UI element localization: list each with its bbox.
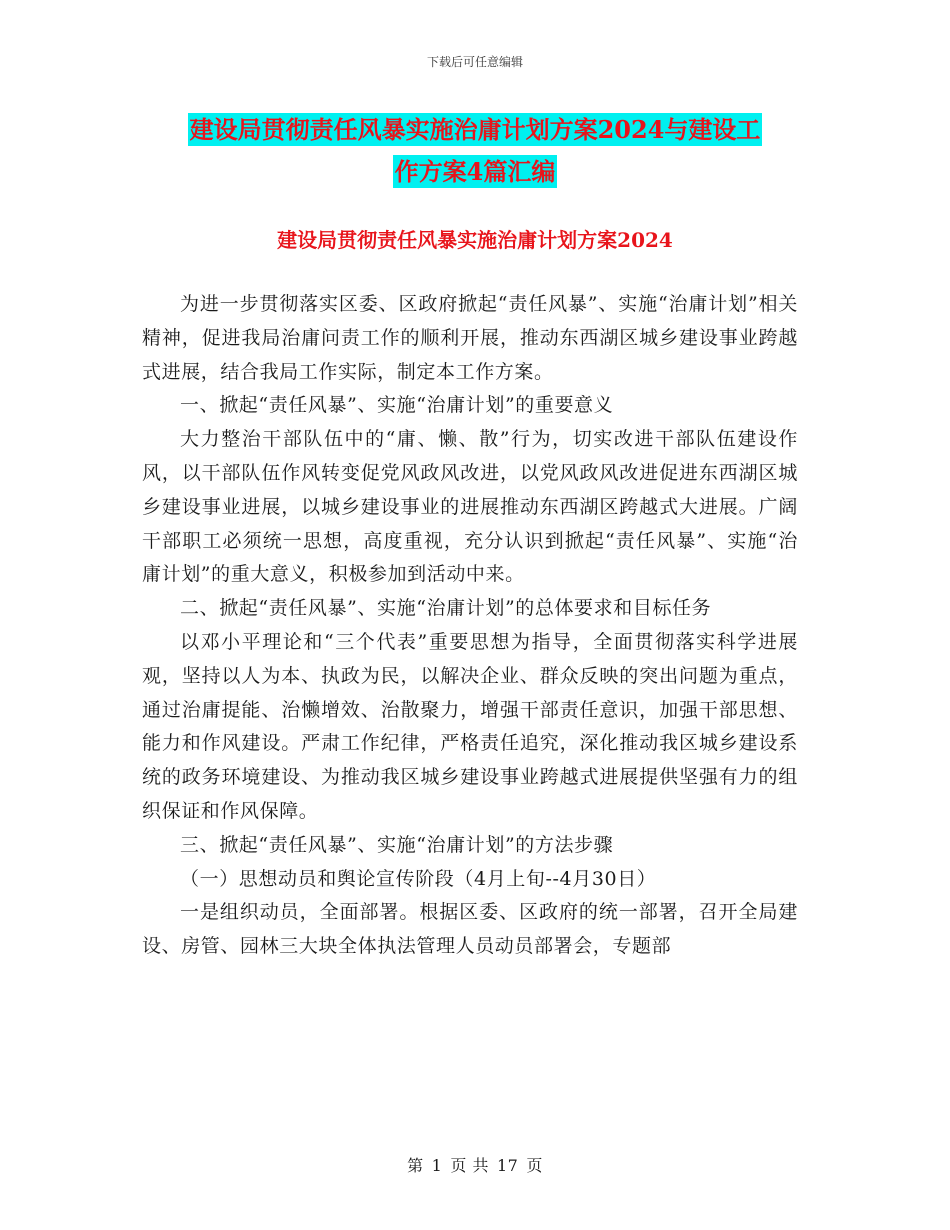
total-page-count: 17 bbox=[496, 1156, 519, 1175]
document-body bbox=[142, 288, 798, 964]
paragraph: 二、掀起“责任风暴”、实施“治庸计划”的总体要求和目标任务 bbox=[180, 597, 712, 620]
footer-suffix: 页 bbox=[526, 1156, 543, 1175]
document-title-line-2 bbox=[0, 156, 950, 188]
paragraph: 大力整治干部队伍中的“庸、懒、散”行为，切实改进干部队伍建设作风，以干部队伍作风转变促党风政风改进，以党风政风改进促进东西湖区城乡建设事业进展，以城乡建设事业的进展推动东西湖区跨越式大进展。广阔干部职工必须统一思想，高度重视，充分认识到掀起“责任风暴”、实施“治庸计划”的重大意义，积极参加到活动中来。 bbox=[142, 428, 798, 586]
paragraph: 三、掀起“责任风暴”、实施“治庸计划”的方法步骤 bbox=[180, 833, 614, 856]
section-subtitle: 建设局贯彻责任风暴实施治庸计划方案2024 bbox=[277, 228, 673, 252]
footer-middle: 页 共 bbox=[450, 1156, 489, 1175]
paragraph: 以邓小平理论和“三个代表”重要思想为指导，全面贯彻落实科学进展观，坚持以人为本、执政为民，以解决企业、群众反映的突出问题为重点，通过治庸提能、治懒增效、治散聚力，增强干部责任意识，加强干部思想、能力和作风建设。严肃工作纪律，严格责任追究，深化推动我区城乡建设系统的政务环境建设、为推动我区城乡建设事业跨越式进展提供坚强有力的组织保证和作风保障。 bbox=[142, 630, 798, 822]
paragraph: （一）思想动员和舆论宣传阶段（4月上旬--4月30日） bbox=[180, 867, 657, 890]
title-highlight: 建设局贯彻责任风暴实施治庸计划方案2024与建设工 bbox=[189, 115, 761, 144]
footer-prefix: 第 bbox=[407, 1156, 424, 1175]
title-highlight: 作方案4篇汇编 bbox=[394, 157, 556, 186]
paragraph: 一、掀起“责任风暴”、实施“治庸计划”的重要意义 bbox=[180, 394, 614, 417]
document-title-line-1 bbox=[0, 114, 950, 146]
current-page-number: 1 bbox=[431, 1156, 443, 1175]
page-footer bbox=[0, 1153, 950, 1176]
paragraph: 为进一步贯彻落实区委、区政府掀起“责任风暴”、实施“治庸计划”相关精神，促进我局治庸问责工作的顺利开展，推动东西湖区城乡建设事业跨越式进展，结合我局工作实际，制定本工作方案。 bbox=[142, 293, 798, 383]
header-note: 下载后可任意编辑 bbox=[426, 55, 523, 69]
paragraph: 一是组织动员，全面部署。根据区委、区政府的统一部署，召开全局建设、房管、园林三大块全体执法管理人员动员部署会，专题部 bbox=[142, 901, 798, 958]
